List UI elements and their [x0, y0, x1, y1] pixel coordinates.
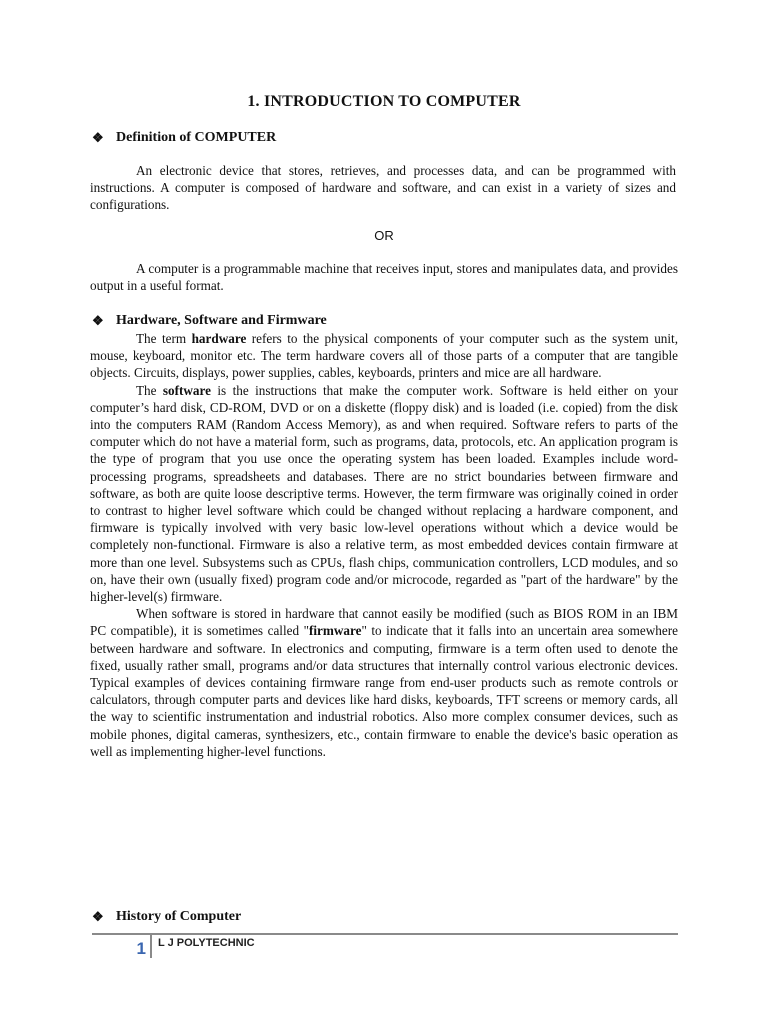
definition-paragraph-1	[90, 162, 676, 214]
term-software: software	[162, 382, 211, 398]
section-heading-definition	[92, 130, 276, 146]
section-heading-label: History of Computer	[116, 909, 242, 924]
firmware-paragraph: When software is stored in hardware that cannot easily be modified (such as BIOS ROM in an IBM PC compatible), it is sometimes called "firmware" to indicate that it falls into an uncertain area somewhere between hardware and software. In electronics and computing, firmware is a term often used to denote the fixed, usually rather small, programs and/or data structures that internally control various electronic devices. Typical examples of devices containing firmware range from end-user products such as remote controls or calculators, through computer parts and devices like hard disks, keyboards, TFT screens or memory cards, all the way to scientific instrumentation and industrial robotics. Also more complex consumer devices, such as mobile phones, digital cameras, synthesizers, etc., contain firmware to enable the device's basic operation as well as implementing higher-level functions.	[90, 606, 679, 759]
or-separator: OR	[374, 228, 394, 243]
section-heading-label: Hardware, Software and Firmware	[116, 313, 327, 328]
section-heading-hardware	[92, 313, 327, 329]
software-paragraph: The software is the instructions that make the computer work. Software is held either on your computer’s hard disk, CD-ROM, DVD or on a diskette (floppy disk) and is loaded (i.e. copied) from the disk into the computers RAM (Random Access Memory), as and when required. Software refers to parts of the computer which do not have a material form, such as programs, data, protocols, etc. An application program is the type of program that you use once the operating system has been loaded. Examples include word-processing programs, spreadsheets and databases. There are no strict boundaries between firmware and software, as both are quite loose descriptive terms. However, the term firmware was originally coined in order to contrast to higher level software which could be changed without replacing a hardware component, and firmware is typically involved with very basic low-level operations without which a device would be completely non-functional. Firmware is also a relative term, as most embedded devices contain firmware at more than one level. Subsystems such as CPUs, flash chips, communication controllers, LCD modules, and so on, have their own (usually fixed) program code and/or microcode, regarded as "part of the hardware" by the higher-level(s) firmware.	[90, 382, 678, 605]
hardware-paragraph: The term hardware refers to the physical components of your computer such as the system unit, mouse, keyboard, monitor etc. The term hardware covers all of those parts of a computer that are tangible objects. Circuits, displays, power supplies, cables, keyboards, printers and mice are all hardware.	[90, 331, 678, 381]
term-firmware: firmware	[309, 623, 362, 639]
footer-divider	[92, 933, 678, 935]
footer-separator	[150, 934, 152, 958]
section-heading-label: Definition of COMPUTER	[116, 130, 277, 145]
definition-text: An electronic device that stores, retrieves, and processes data, and can be programmed with instructions. A computer is composed of hardware and software, and can exist in a variety of sizes and configurations.	[90, 163, 676, 213]
page-number: 1	[136, 939, 146, 958]
bullet-diamond-icon: ❖	[92, 909, 104, 924]
section-heading-history	[92, 909, 241, 925]
term-hardware: hardware	[191, 331, 247, 346]
footer-institution: L J POLYTECHNIC	[158, 937, 255, 949]
definition-text-2: computer is a programmable machine that receives input, stores and manipulates data, and provides output in a useful format.	[90, 261, 678, 294]
definition-paragraph-2	[90, 260, 678, 294]
bullet-diamond-icon: ❖	[92, 313, 104, 328]
hardware-section-body	[90, 330, 678, 760]
definition-lead-letter: A	[136, 261, 145, 276]
bullet-diamond-icon: ❖	[92, 130, 104, 145]
document-title: 1. INTRODUCTION TO COMPUTER	[247, 93, 521, 110]
